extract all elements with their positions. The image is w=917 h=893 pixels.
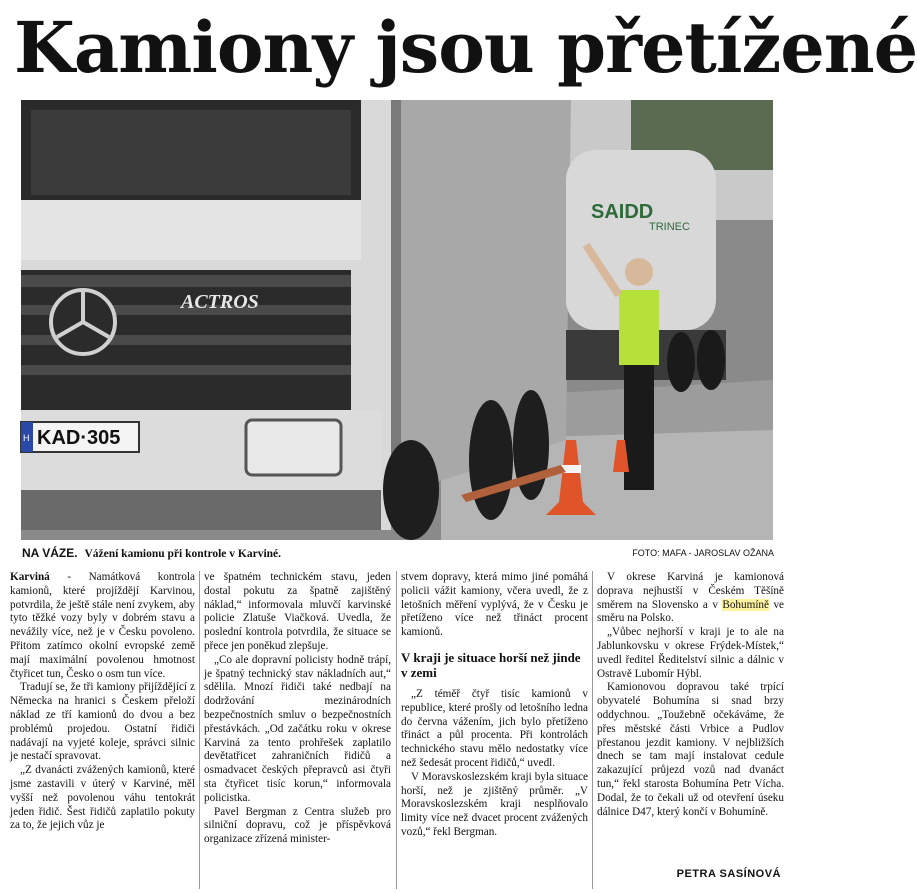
photo-credit: FOTO: MAFA - JAROSLAV OŽANA xyxy=(632,548,774,558)
paragraph: „Z téměř čtyř tisíc kamionů v republice, které prošly od letošního ledna do června vážením, jich bylo přetíženo třináct a půl procenta. Při kontrolách technického stavu mělo nedostatky více než šedesát procent řidičů,“ uvedl. xyxy=(401,687,588,769)
plate-country: H xyxy=(23,433,30,443)
paragraph-text: - Namátková kontrola kamionů, které projíždějí Karvinou, potvrdila, že ještě stále není zvykem, aby tyto těžké vozy byly v dobrém stavu a nevážily více, než je v Česku povoleno. Přitom zatímco okolní evropské země mají maximální povolenou hmotnost čtyřicet tun, Česko o osm tun více. xyxy=(10,571,195,680)
subheading: V kraji je situace horší než jinde v zemi xyxy=(401,649,581,680)
highlighted-word: Bohumíně xyxy=(722,598,769,611)
tanker-logo-text: SAIDD xyxy=(591,201,654,223)
paragraph: Kamionovou dopravou také trpící obyvatelé Bohumína si snad brzy oddychnou. „Toužebně očekáváme, že přes městské části Vrbice a Pudlov přestanou jezdit kamiony. V nejbližších dnech se tam mají instalovat cedule zakazující průjezd vozů nad dvanáct tun,“ řekl starosta Bohumína Petr Vícha. Dodal, že to čekali už od otevření úseku dálnice D47, který končí v Bohumíně. xyxy=(597,681,784,818)
article-column-3 xyxy=(401,571,588,891)
column-divider xyxy=(396,571,397,889)
paragraph: ve špatném technickém stavu, jeden dostal pokutu za špatně zajištěný náklad,“ informovala mluvčí karvinské policie Zlatuše Viačková. Uvedla, že poslední kontrola potvrdila, že situace se přece jen poněkud zlepšuje. xyxy=(204,571,391,652)
paragraph: stvem dopravy, která mimo jiné pomáhá policii vážit kamiony, včera uvedl, že z letošních měření vyplývá, že v Česku je přetíženo více než třináct procent kamionů. xyxy=(401,571,588,639)
paragraph: V Moravskoslezském kraji byla situace horší, než je zjištěný průměr. „V Moravskoslezském kraji nesplňovalo limity více než dvacet procent zvážených vozů,“ řekl Bergman. xyxy=(401,770,588,838)
author-byline: PETRA SASÍNOVÁ xyxy=(676,868,781,880)
plate-number: KAD·305 xyxy=(37,427,121,449)
article-column-1 xyxy=(10,571,195,891)
column-divider xyxy=(592,571,593,889)
paragraph-text: ve směru na Polsko. xyxy=(597,598,785,625)
article-column-2 xyxy=(204,571,391,891)
truck-photo xyxy=(21,100,773,540)
article-column-4 xyxy=(597,571,784,891)
paragraph-text: V okrese Karviná je kamionová doprava nejhustší v Českém Těšíně směrem na Slovensko a v xyxy=(597,571,784,611)
photo-caption xyxy=(22,544,774,562)
headline: Kamiony jsou přetížené xyxy=(14,6,917,89)
caption-text: Vážení kamionu při kontrole v Karviné. xyxy=(84,548,282,560)
dateline: Karviná xyxy=(10,571,50,583)
truck-brand-text: ACTROS xyxy=(181,291,259,313)
paragraph: „Co ale dopravní policisty hodně trápí, je špatný technický stav nákladních aut,“ sdělila. Mnozí řidiči také nedbají na dodržování mezinárodních bezpečnostních smluv o bezpečnostních přestávkách. „Od začátku roku v okrese Karviná za tento prohřešek zaplatilo devětatřicet zahraničních řidičů a osmadvacet českých přepravců asi čtyři sta čtyřicet tisíc korun,“ informovala policistka. xyxy=(204,653,391,804)
paragraph xyxy=(10,571,195,681)
paragraph: „Vůbec nejhorší v kraji je to ale na Jablunkovsku v okrese Frýdek-Místek,“ uvedl ředitel Ředitelství silnic a dálnic v Ostravě Lubomír Hýbl. xyxy=(597,626,784,680)
paragraph: Pavel Bergman z Centra služeb pro silniční dopravu, což je příspěvková organizace zřízená minister- xyxy=(204,805,391,846)
paragraph xyxy=(597,571,784,626)
tanker-logo-subtext: TRINEC xyxy=(649,221,690,233)
caption-label: NA VÁZE. xyxy=(22,546,78,560)
column-divider xyxy=(199,571,200,889)
article-photo xyxy=(21,100,773,540)
paragraph: Tradují se, že tři kamiony přijíždějící z Německa na hranici s Českem přeloží náklad ze tří kamionů do dvou a bez problémů projedou. Ostatní řidiči nadávají na vyjeté koleje, správci silnic je nestačí spravovat. xyxy=(10,681,195,763)
officer-vest xyxy=(619,290,659,365)
paragraph: „Z dvanácti zvážených kamionů, které jsme zastavili v úterý v Karviné, měl vyšší než povolenou váhu tentokrát jeden řidič. Šest řidičů zaplatilo pokuty za to, že jejich vůz je xyxy=(10,764,195,832)
